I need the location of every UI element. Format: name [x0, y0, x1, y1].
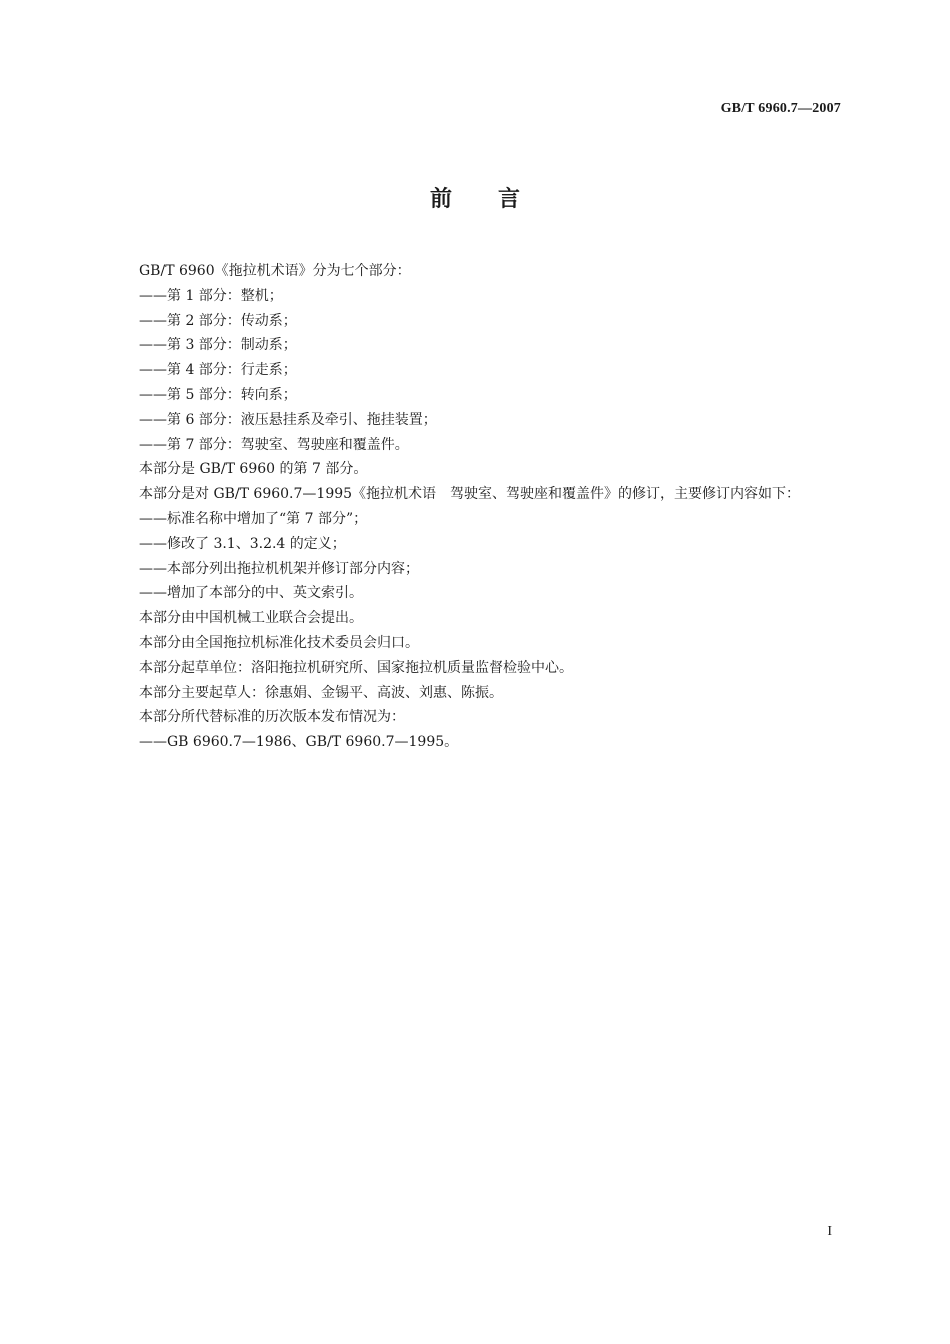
list-item: ——第 1 部分：整机； — [139, 287, 283, 304]
list-item: ——GB 6960.7—1986、GB/T 6960.7—1995。 — [139, 734, 459, 751]
paragraph: 本部分主要起草人：徐惠娟、金锡平、高波、刘惠、陈振。 — [139, 684, 503, 701]
document-body — [108, 259, 842, 755]
list-item: ——第 3 部分：制动系； — [139, 337, 297, 354]
list-item: ——第 4 部分：行走系； — [139, 362, 297, 379]
paragraph: 本部分是对 GB/T 6960.7—1995《拖拉机术语 驾驶室、驾驶座和覆盖件》的修订，主要修订内容如下： — [139, 486, 801, 503]
paragraph: 本部分由全国拖拉机标准化技术委员会归口。 — [139, 634, 419, 651]
list-item: ——标准名称中增加了“第 7 部分”； — [139, 510, 368, 527]
list-item: ——增加了本部分的中、英文索引。 — [139, 585, 363, 602]
list-item: ——修改了 3.1、3.2.4 的定义； — [139, 535, 346, 552]
list-item: ——第 7 部分：驾驶室、驾驶座和覆盖件。 — [139, 436, 409, 453]
standard-number: GB/T 6960.7—2007 — [720, 101, 841, 116]
paragraph: 本部分起草单位：洛阳拖拉机研究所、国家拖拉机质量监督检验中心。 — [139, 659, 573, 676]
list-item: ——第 2 部分：传动系； — [139, 312, 297, 329]
list-item: ——本部分列出拖拉机机架并修订部分内容； — [139, 560, 419, 577]
paragraph: 本部分是 GB/T 6960 的第 7 部分。 — [139, 461, 368, 478]
page-title: 前言 — [429, 187, 566, 212]
list-item: ——第 5 部分：转向系； — [139, 386, 297, 403]
paragraph: 本部分由中国机械工业联合会提出。 — [139, 610, 363, 627]
paragraph: 本部分所代替标准的历次版本发布情况为： — [139, 709, 405, 726]
list-item: ——第 6 部分：液压悬挂系及牵引、拖挂装置； — [139, 411, 437, 428]
paragraph: GB/T 6960《拖拉机术语》分为七个部分： — [139, 263, 411, 279]
page-number: I — [827, 1224, 832, 1239]
